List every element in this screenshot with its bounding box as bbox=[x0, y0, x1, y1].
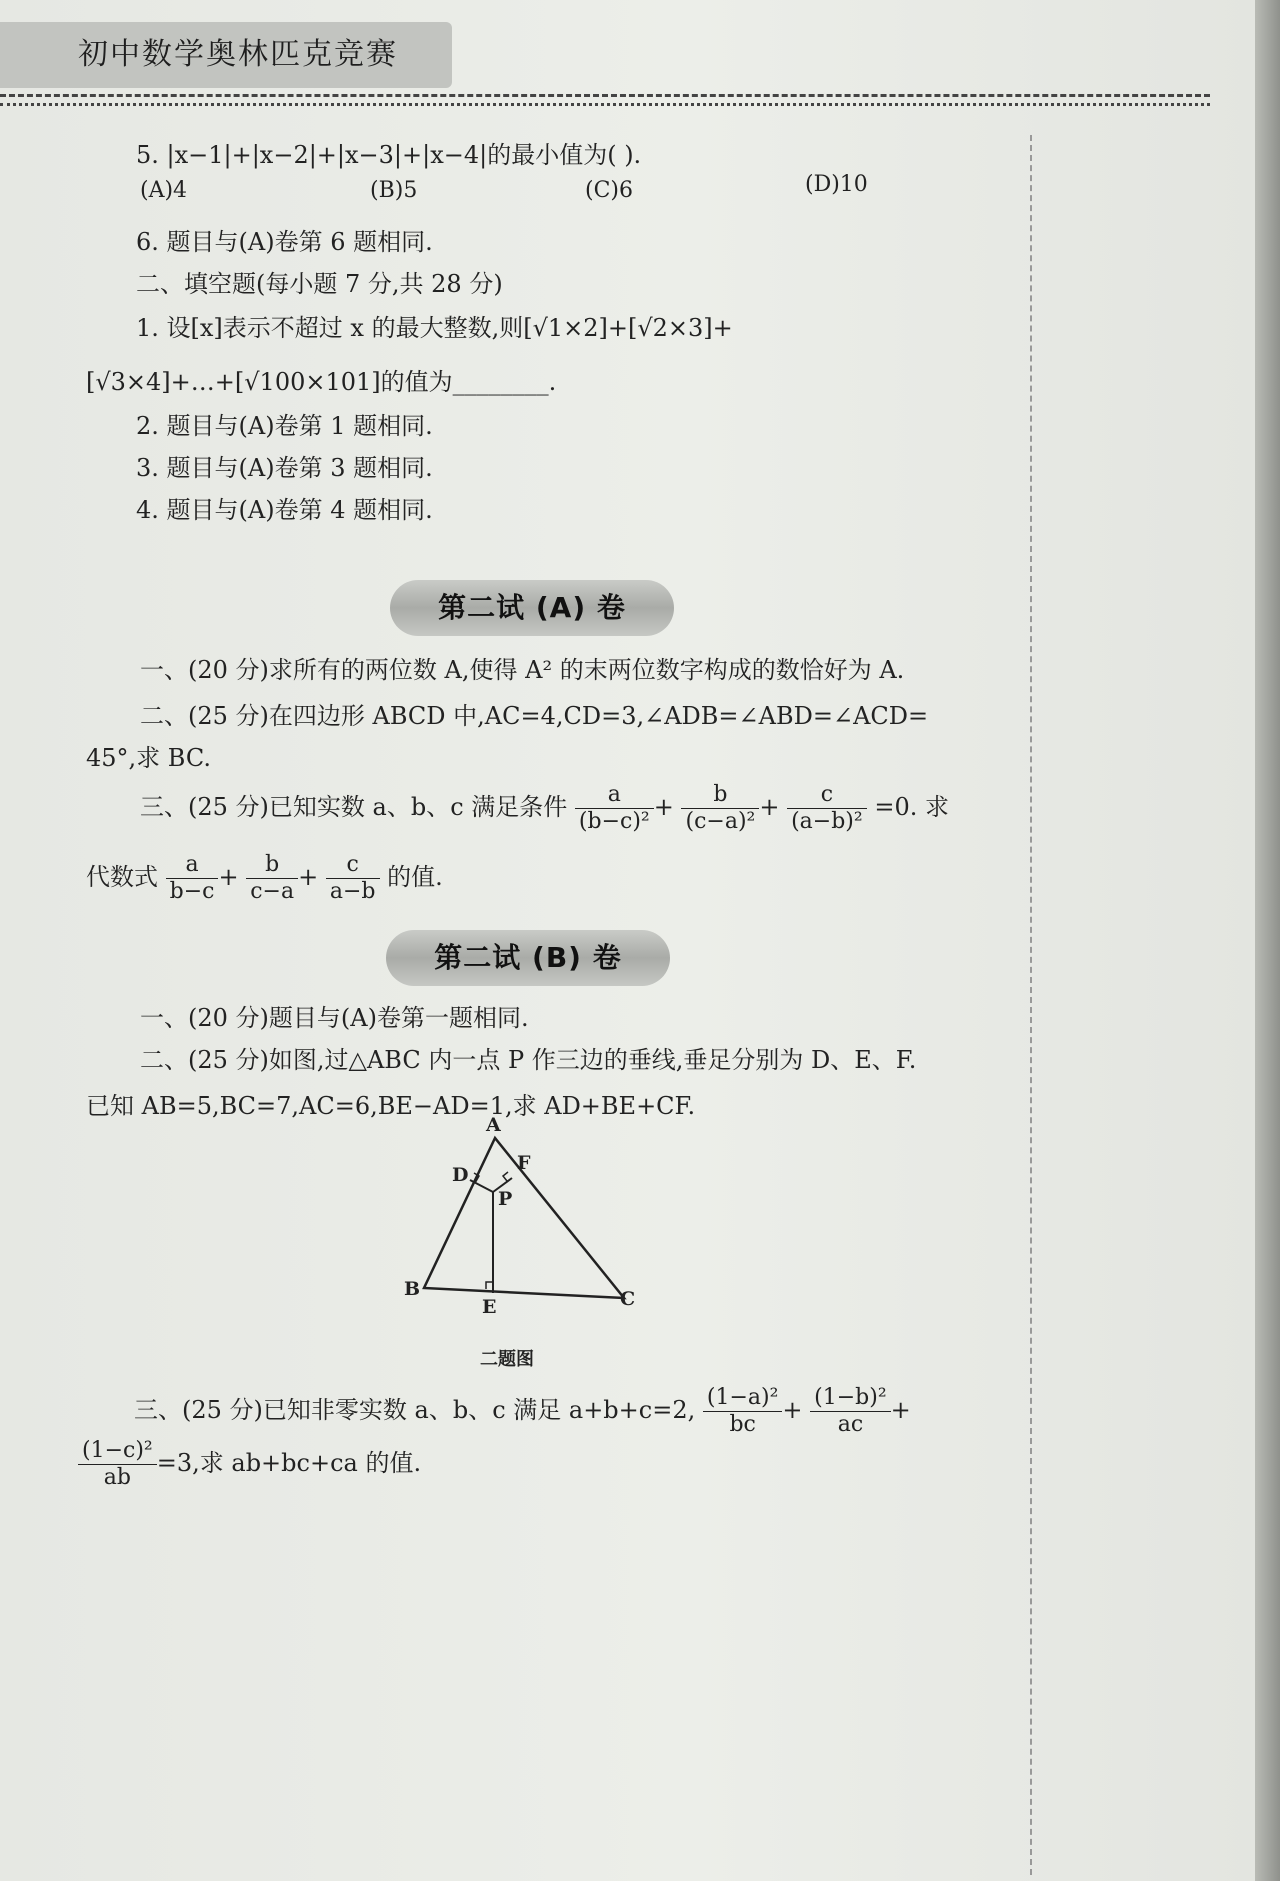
section-a-problem-2-line2: 45°,求 BC. bbox=[86, 744, 212, 772]
p3a-suffix: =0. 求 bbox=[874, 793, 949, 821]
label-b: B bbox=[404, 1278, 421, 1300]
p3b-fraction-1: $\frac{\text{(1−a)²}}{bc}$ bbox=[703, 1385, 783, 1438]
p3a-fraction-2: $\frac{b}{\text{(c−a)²}}$ bbox=[681, 782, 759, 835]
fill-q2: 2. 题目与(A)卷第 1 题相同. bbox=[136, 412, 433, 440]
section-a-problem-1: 一、(20 分)求所有的两位数 A,使得 A² 的末两位数字构成的数恰好为 A. bbox=[140, 656, 905, 684]
label-c: C bbox=[620, 1288, 636, 1310]
fill-q4: 4. 题目与(A)卷第 4 题相同. bbox=[136, 496, 433, 524]
section-a-title: 第二试 (A) 卷 bbox=[390, 580, 674, 636]
header-rule bbox=[0, 94, 1210, 106]
figure-caption: 二题图 bbox=[480, 1349, 534, 1370]
label-f: F bbox=[517, 1152, 531, 1174]
fill-q1-line1: 1. 设[x]表示不超过 x 的最大整数,则[√1×2]+[√2×3]+ bbox=[136, 314, 733, 342]
book-spine bbox=[1255, 0, 1280, 1881]
p3a-expr-fraction-2: $\frac{b}{c-a}$ bbox=[246, 852, 298, 905]
section-b-title: 第二试 (B) 卷 bbox=[386, 930, 670, 986]
p3a-line2-suffix: 的值. bbox=[387, 863, 443, 891]
header-title: 初中数学奥林匹克竞赛 bbox=[78, 37, 398, 72]
fill-in-heading: 二、填空题(每小题 7 分,共 28 分) bbox=[136, 270, 503, 298]
section-b-problem-3-line1: 三、(25 分)已知非零实数 a、b、c 满足 a+b+c=2, $\frac{\text{(1−a)²}}{bc}$ + $\frac{\text{(1−b)²}}{ac}$ + bbox=[134, 1385, 911, 1437]
label-p: P bbox=[498, 1188, 513, 1210]
option-a: (A)4 bbox=[140, 178, 188, 203]
p3b-prefix: 三、(25 分)已知非零实数 a、b、c 满足 a+b+c=2, bbox=[134, 1396, 696, 1424]
p3a-expr-fraction-3: $\frac{c}{a-b}$ bbox=[326, 852, 380, 905]
section-b-problem-2-line1: 二、(25 分)如图,过△ABC 内一点 P 作三边的垂线,垂足分别为 D、E、F. bbox=[140, 1046, 917, 1074]
section-b-problem-2-line2: 已知 AB=5,BC=7,AC=6,BE−AD=1,求 AD+BE+CF. bbox=[86, 1092, 696, 1120]
p3a-expr-fraction-1: $\frac{a}{b-c}$ bbox=[166, 852, 219, 905]
right-angle-f bbox=[503, 1172, 508, 1181]
p3a-fraction-3: $\frac{c}{\text{(a−b)²}}$ bbox=[787, 782, 867, 835]
fill-q3: 3. 题目与(A)卷第 3 题相同. bbox=[136, 454, 433, 482]
label-e: E bbox=[482, 1296, 497, 1318]
column-divider bbox=[1030, 135, 1032, 1875]
p3b-fraction-2: $\frac{\text{(1−b)²}}{ac}$ bbox=[810, 1385, 891, 1438]
p3a-prefix: 三、(25 分)已知实数 a、b、c 满足条件 bbox=[140, 793, 568, 821]
section-b-problem-3-line2 bbox=[78, 1438, 421, 1491]
section-a-problem-3-line2: 代数式 $\frac{a}{b-c}$ + $\frac{b}{c-a}$ + $\frac{c}{a-b}$ 的值. bbox=[86, 852, 443, 904]
section-a-problem-2-line1: 二、(25 分)在四边形 ABCD 中,AC=4,CD=3,∠ADB=∠ABD=∠ACD= bbox=[140, 702, 929, 730]
p3a-fraction-1: $\frac{a}{\text{(b−c)²}}$ bbox=[575, 782, 654, 835]
bleed-through-text bbox=[640, 170, 1240, 1870]
fill-q1-line2: [√3×4]+…+[√100×101]的值为________. bbox=[86, 368, 557, 396]
p3b-fraction-3: $\frac{\text{(1−c)²}}{ab}$ bbox=[78, 1438, 157, 1491]
option-b: (B)5 bbox=[370, 178, 418, 203]
label-a: A bbox=[486, 1114, 501, 1136]
option-d: (D)10 bbox=[805, 172, 868, 197]
problem-5: 5. |x−1|+|x−2|+|x−3|+|x−4|的最小值为( ). bbox=[136, 141, 642, 169]
running-header bbox=[0, 22, 452, 88]
right-angle-e bbox=[486, 1282, 493, 1289]
problem-6: 6. 题目与(A)卷第 6 题相同. bbox=[136, 228, 433, 256]
p3b-line2-suffix: =3,求 ab+bc+ca 的值. bbox=[156, 1449, 422, 1477]
section-a-problem-3-line1: 三、(25 分)已知实数 a、b、c 满足条件 $\frac{a}{\text{(b−c)²}}$ + $\frac{b}{\text{(c−a)²}}$ + $\frac{c}{\text{(a−b)²}}$ =0. 求 bbox=[140, 782, 949, 834]
option-c: (C)6 bbox=[585, 178, 633, 203]
label-d: D bbox=[452, 1164, 469, 1186]
section-b-problem-1: 一、(20 分)题目与(A)卷第一题相同. bbox=[140, 1004, 529, 1032]
triangle-figure bbox=[400, 1114, 650, 1350]
p3a-line2-prefix: 代数式 bbox=[86, 863, 158, 891]
